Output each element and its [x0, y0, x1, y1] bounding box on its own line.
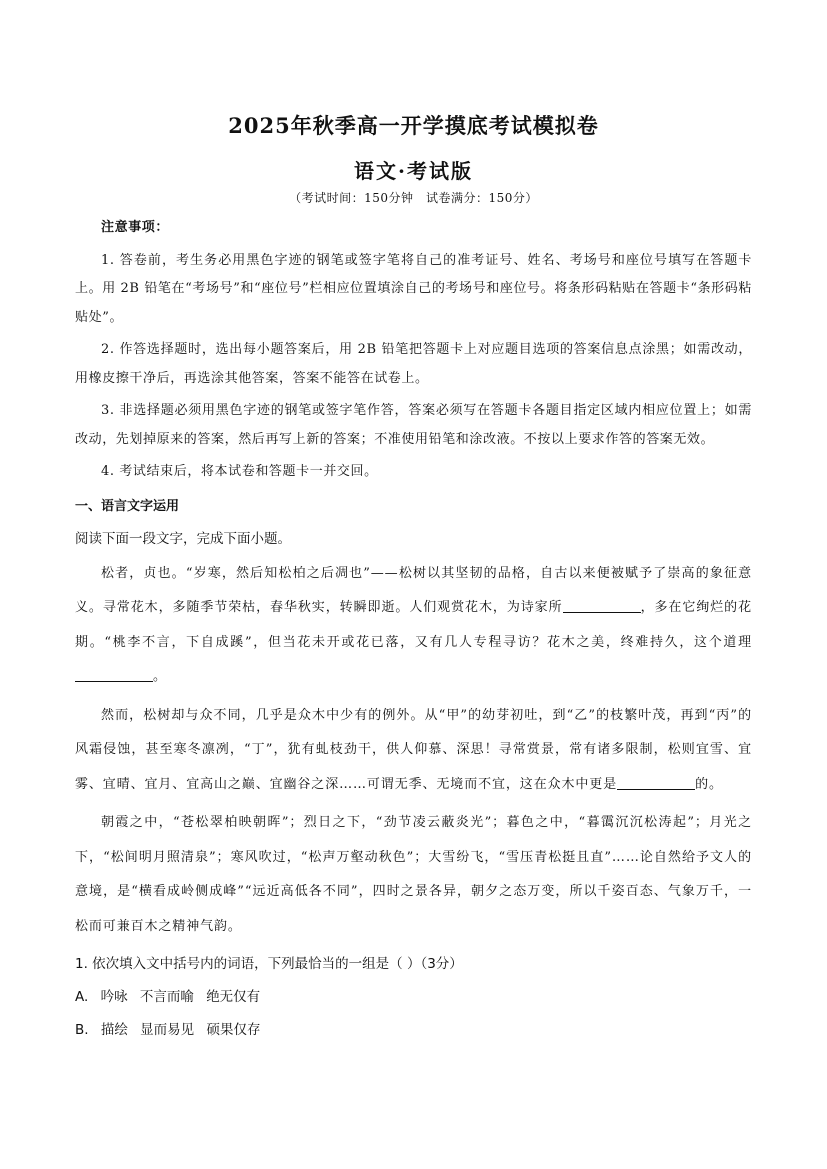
option-word: 显而易见	[140, 1022, 195, 1038]
exam-subtitle: 语文·考试版	[354, 159, 473, 183]
answer-blank	[563, 598, 641, 613]
exam-meta: （考试时间：150分钟 试卷满分：150分）	[289, 191, 538, 205]
reading-passage	[75, 557, 752, 945]
option-letter: B.	[75, 1022, 89, 1038]
option-word: 不言而喻	[139, 989, 194, 1005]
passage-paragraph-3: 朝霞之中，“苍松翠柏映朝晖”；烈日之下，“劲节凌云蔽炎光”；暮色之中，“暮霭沉沉松涛起”；月光之下，“松间明月照清泉”；寒风吹过，“松声万壑动秋色”；大雪纷飞，“雪压青松挺且直”……论自然给予文人的意境，是“横看成岭侧成峰”“远近高低各不同”，四时之景各异，朝夕之态万变，所以千姿百态、气象万千，一松而可兼百木之精神气韵。	[75, 815, 752, 934]
notice-item-3: 3. 非选择题必须用黑色字迹的钢笔或签字笔作答，答案必须写在答题卡各题目指定区域内相应位置上；如需改动，先划掉原来的答案，然后再写上新的答案；不准使用铅笔和涂改液。不按以上要求作答的答案无效。	[75, 403, 752, 447]
exam-title: 2025年秋季高一开学摸底考试模拟卷	[228, 113, 599, 138]
exam-content	[75, 214, 752, 1047]
option-word: 硕果仅存	[206, 1022, 261, 1038]
option-word: 绝无仅有	[206, 989, 261, 1005]
notice-heading: 注意事项：	[101, 220, 170, 235]
section-instruction: 阅读下面一段文字，完成下面小题。	[75, 530, 291, 547]
question-1-stem: 1. 依次填入文中括号内的词语，下列最恰当的一组是（ ）（3分）	[75, 956, 463, 972]
option-letter: A.	[75, 989, 89, 1005]
passage-text: 的。	[695, 776, 723, 792]
question-1-option-b[interactable]	[75, 1014, 752, 1047]
answer-blank	[75, 667, 153, 682]
answer-blank	[617, 775, 695, 790]
section-heading: 一、语言文字运用	[75, 498, 180, 514]
question-1-option-a[interactable]	[75, 981, 752, 1014]
passage-text: 松者，贞也。“岁寒，然后知松柏之后凋也”——松树以其坚韧的品格，自古以来便被赋予了崇高的象征意义。寻常花木，多随季节荣枯，春华秋实，转瞬即逝。人们观赏花木，为诗家所	[75, 565, 752, 615]
notice-item-2: 2. 作答选择题时，选出每小题答案后，用 2B 铅笔把答题卡上对应题目选项的答案信息点涂黑；如需改动，用橡皮擦干净后，再选涂其他答案，答案不能答在试卷上。	[75, 342, 752, 386]
passage-text: ，多在它绚烂的花期。“桃李不言，下自成蹊”，但当花未开或花已落，又有几人专程寻访？花木之美，终难持久，这个道理	[75, 600, 752, 650]
passage-paragraph-1	[75, 557, 752, 695]
passage-text: 。	[153, 669, 167, 684]
passage-text: 然而，松树却与众不同，几乎是众木中少有的例外。从“甲”的幼芽初吐，到“乙”的枝繁叶茂，再到“丙”的风霜侵蚀，甚至寒冬凛冽，“丁”，犹有虬枝劲干，供人仰慕、深思！寻常赏景，常有诸多限制，松则宜雪、宜雾、宜晴、宜月、宜高山之巅、宜幽谷之深……可谓无季、无境而不宜，这在众木中更是	[75, 707, 752, 792]
notice-item-1: 1. 答卷前，考生务必用黑色字迹的钢笔或签字笔将自己的准考证号、姓名、考场号和座位号填写在答题卡上。用 2B 铅笔在“考场号”和“座位号”栏相应位置填涂自己的考场号和座位号。将条形码粘贴在答题卡“条形码粘贴处”。	[75, 252, 752, 325]
option-word: 描绘	[100, 1022, 128, 1038]
passage-paragraph-2	[75, 699, 752, 803]
option-word: 吟咏	[100, 989, 128, 1005]
notice-block	[75, 214, 752, 487]
notice-item-4: 4. 考试结束后，将本试卷和答题卡一并交回。	[101, 464, 378, 479]
